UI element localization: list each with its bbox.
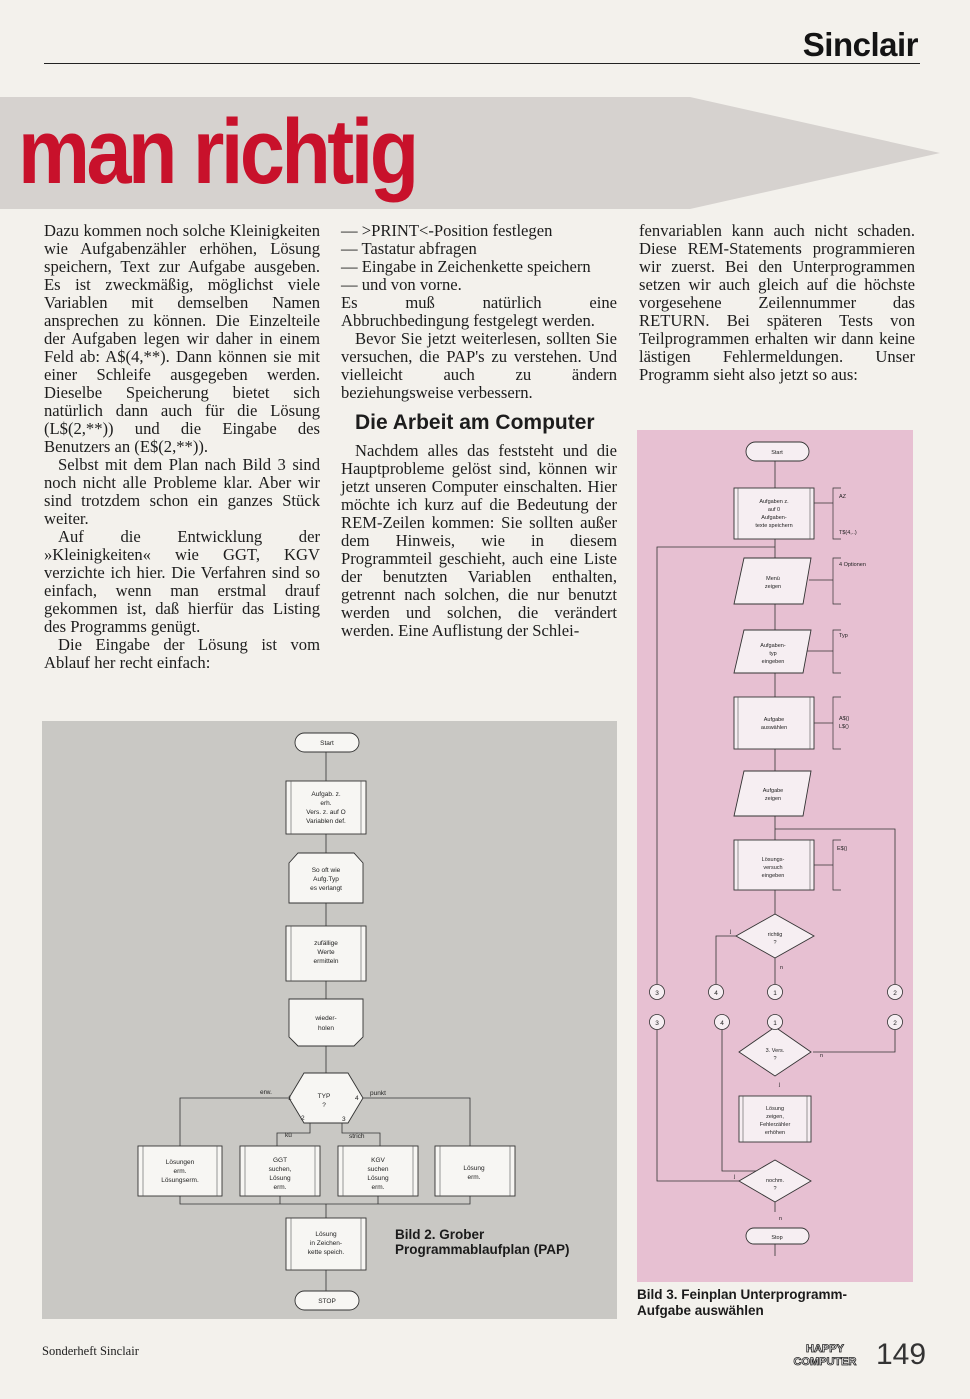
node-text: Aufgabe: [762, 788, 784, 794]
node-text: zeigen: [764, 796, 782, 802]
connector-label: 1: [773, 1020, 777, 1027]
fig2-start: Start: [320, 740, 334, 747]
node-text: KGV: [371, 1157, 385, 1164]
text-column-1: [44, 222, 320, 672]
branch-label: n: [779, 1216, 783, 1222]
paragraph: Es muß natürlich eine Abbruchbedingung festgelegt werden.: [341, 293, 617, 330]
happy-computer-logo: [786, 1340, 864, 1370]
node-text: holen: [318, 1025, 334, 1032]
node-text: eingeben: [761, 659, 785, 665]
branch-number: 4: [355, 1095, 359, 1102]
text-column-2: [341, 222, 617, 640]
list-item: — >PRINT<-Position festlegen: [341, 221, 553, 240]
variable-note: L$(): [839, 724, 849, 730]
node-text: Lösung: [269, 1175, 291, 1182]
node-text: typ: [769, 651, 777, 657]
fig2-stop: STOP: [318, 1298, 336, 1305]
header-rule: [44, 63, 920, 64]
node-text: erh.: [320, 800, 332, 807]
list-item: — und von vorne.: [341, 275, 462, 294]
node-text: eingeben: [761, 873, 785, 879]
node-text: ?: [773, 940, 777, 946]
text-column-3: [639, 222, 915, 384]
node-text: richtig: [767, 932, 783, 938]
node-text: erm.: [467, 1174, 481, 1181]
connector-label: 1: [773, 990, 777, 997]
list-item: — Eingabe in Zeichenkette speichern: [341, 257, 591, 276]
node-text: Variablen def.: [306, 818, 346, 825]
node-text: versuch: [763, 865, 783, 871]
branch-label: n: [820, 1053, 824, 1059]
branch-number: 2: [301, 1115, 305, 1122]
variable-note: 4 Optionen: [839, 562, 866, 568]
node-text: Lösungserm.: [161, 1177, 199, 1184]
connector-label: 4: [720, 1020, 724, 1027]
connector-label: 3: [655, 1020, 659, 1027]
node-text: erhöhen: [764, 1130, 786, 1136]
node-text: Lösungen: [165, 1159, 195, 1166]
variable-note: E$(): [837, 846, 848, 852]
paragraph: Nachdem alles das feststeht und die Hauptprobleme gelöst sind, können wir jetzt unseren Computer einschalten. Hier möchte ich kurz auf die Bedeutung der REM-Zeilen kommen: Sie sollten außer dem Hinweis, wie in diesem Programmteil geschieht, auch eine Liste der benutzten Variablen enthalten, getrennt nach solchen, die nur benutzt werden und solchen, die verändert werden. Eine Auflistung der Schlei-: [341, 441, 617, 640]
branch-label: strich: [349, 1133, 365, 1140]
magazine-brand: Sinclair: [802, 26, 918, 63]
node-text: 3. Vers.: [765, 1048, 785, 1054]
variable-note: T$(4,..): [839, 530, 857, 536]
node-text: es verlangt: [310, 885, 342, 892]
node-text: Werte: [317, 949, 335, 956]
node-text: zeigen: [764, 584, 782, 590]
list-item: — Tastatur abfragen: [341, 239, 477, 258]
node-text: Lösungs-: [761, 857, 785, 863]
svg-text:COMPUTER: COMPUTER: [793, 1356, 857, 1368]
figure-2-caption: Programmablaufplan (PAP): [395, 1242, 570, 1257]
node-text: ermitteln: [313, 958, 339, 965]
node-text: auswählen: [760, 725, 788, 731]
figure-2-caption: Bild 2. Grober: [395, 1227, 485, 1242]
node-text: GGT: [272, 1157, 288, 1164]
node-text: Aufgaben-: [760, 643, 786, 649]
branch-label: kü: [285, 1132, 292, 1139]
connector-label: 2: [893, 1020, 897, 1027]
node-text: Aufg.Typ: [313, 876, 339, 883]
node-text: ?: [322, 1102, 326, 1109]
node-text: Aufgaben-: [761, 515, 787, 521]
page-number: 149: [876, 1338, 927, 1371]
node-text: Menü: [766, 576, 780, 582]
branch-label: erw.: [260, 1089, 272, 1096]
paragraph: Dazu kommen noch solche Kleinigkeiten wie Aufgabenzähler erhöhen, Lösung speichern, Text zur Aufgabe ausgeben. Es ist zweckmäßig, möglichst viele Variablen mit demselben Namen ansprechen zu können. Die Einzelteile der Aufgaben legen wir daher in einem Feld ab: A$(4,**). Dann können sie mit einer Schleife ausgegeben werden. Dieselbe Speicherung bietet sich natürlich dann auch für die Lösung (L$(2,**)) und die Eingabe des Benutzers an (E$(2,**)).: [44, 221, 320, 456]
node-text: zufällige: [314, 940, 338, 947]
node-text: Lösung: [463, 1165, 485, 1172]
paragraph: Bevor Sie jetzt weiterlesen, sollten Sie versuchen, die PAP's zu verstehen. Und vielleicht auch zu ändern beziehungsweise verbessern.: [341, 329, 617, 402]
connector-label: 4: [714, 990, 718, 997]
node-text: Vers. z. auf O: [306, 809, 346, 816]
figure-2-flowchart: [42, 721, 617, 1319]
node-text: erm.: [371, 1184, 385, 1191]
node-text: Lösung: [367, 1175, 389, 1182]
variable-note: A$(): [839, 716, 850, 722]
node-text: erm.: [273, 1184, 287, 1191]
figure-3-flowchart: [637, 430, 913, 1282]
paragraph: fenvariablen kann auch nicht schaden. Diese REM-Statements programmieren wir zuerst. Bei den Unterprogrammen setzen wir auch gleich auf die höchste vorgesehene Zeilennummer das RETURN. Bei späteren Tests von Teilprogrammen erhalten wir dann keine lästigen Fehlermeldungen. Unser Programm sieht also jetzt so aus:: [639, 221, 915, 384]
node-text: in Zeichen-: [309, 1240, 343, 1247]
fig3-start: Start: [771, 450, 783, 456]
branch-label: j: [734, 1174, 736, 1180]
node-text: Aufgab. z.: [311, 791, 341, 798]
node-text: Lösung: [315, 1231, 337, 1238]
branch-label: punkt: [370, 1090, 386, 1097]
fig3-stop: Stop: [771, 1235, 783, 1241]
branch-number: 1: [288, 1095, 292, 1102]
node-text: zeigen,: [766, 1114, 784, 1120]
node-text: Aufgaben z.: [759, 499, 789, 505]
node-text: kette speich.: [307, 1249, 345, 1256]
connector-label: 2: [893, 990, 897, 997]
node-text: texte speichern: [755, 523, 793, 529]
connector-label: 3: [655, 990, 659, 997]
paragraph: Auf die Entwicklung der »Kleinigkeiten« wie GGT, KGV verzichte ich hier. Die Verfahren sind so einfach, wenn man erstmal drauf gekommen ist, daß hierfür das Listing des Programms genügt.: [44, 527, 320, 636]
node-text: auf 0: [767, 507, 781, 513]
node-text: Fehlerzähler: [759, 1122, 791, 1128]
footer-publication: Sonderheft Sinclair: [42, 1344, 139, 1358]
paragraph: Selbst mit dem Plan nach Bild 3 sind noch nicht alle Probleme klar. Aber wir sind trotzdem schon ein ganzes Stück weiter.: [44, 455, 320, 528]
svg-text:HAPPY: HAPPY: [806, 1343, 844, 1355]
figure-3-caption: Bild 3. Feinplan Unterprogramm- Aufgabe auswählen: [637, 1287, 848, 1318]
node-text: nochm.: [765, 1178, 785, 1184]
node-text: TYP: [317, 1093, 331, 1100]
variable-note: Typ: [839, 633, 848, 639]
variable-note: AZ: [839, 494, 847, 500]
node-text: ?: [773, 1186, 777, 1192]
branch-label: j: [779, 1082, 781, 1088]
branch-label: n: [780, 965, 784, 971]
node-text: suchen: [367, 1166, 389, 1173]
branch-number: 3: [342, 1116, 346, 1123]
node-text: wieder-: [315, 1015, 337, 1022]
node-text: So oft wie: [311, 867, 341, 874]
node-text: Aufgabe: [763, 717, 785, 723]
node-text: Lösung: [765, 1106, 785, 1112]
branch-label: j: [730, 929, 732, 935]
article-title: man richtig: [18, 101, 416, 203]
paragraph: Die Eingabe der Lösung ist vom Ablauf her recht einfach:: [44, 635, 320, 672]
node-text: erm.: [173, 1168, 187, 1175]
node-text: suchen,: [268, 1166, 292, 1173]
node-text: ?: [773, 1056, 777, 1062]
section-heading: Die Arbeit am Computer: [355, 411, 595, 434]
